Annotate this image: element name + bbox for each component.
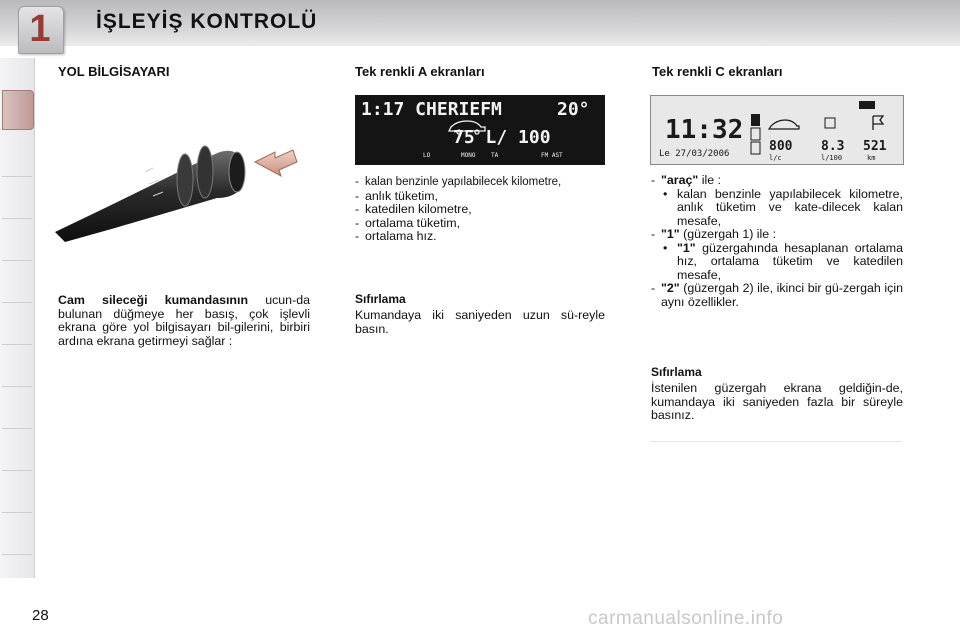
list-item: - katedilen kilometre, xyxy=(355,202,472,216)
list-item-text: anlık tüketim, xyxy=(365,188,438,203)
edge-tab xyxy=(2,264,32,303)
display-a-indicator: MONO xyxy=(461,152,476,159)
car-icon xyxy=(769,120,799,129)
display-c-date: Le 27/03/2006 xyxy=(659,149,730,159)
display-c-value: 800 xyxy=(769,139,793,154)
list-subitem: • "1" güzergahında hesaplanan ortalama hız, ortalama tüketim ve katedilen mesafe, xyxy=(663,240,903,282)
wiper-stalk-illustration xyxy=(45,132,305,242)
edge-tab xyxy=(2,474,32,513)
list-item-text: kalan benzinle yapılabilecek kilometre, anlık tüketim ve kate-dilecek kalan mesafe, xyxy=(677,186,903,228)
list-item-text: (güzergah 2) ile, ikinci bir gü-zergah için aynı özellikler. xyxy=(661,281,903,309)
display-a-radio: 1:17 CHERIEFM xyxy=(361,99,502,120)
display-c-unit: l/100 xyxy=(821,154,843,162)
edge-tab xyxy=(2,222,32,261)
list-item-key: "2" xyxy=(661,281,680,295)
fuel-icon xyxy=(825,118,835,128)
mode-icons xyxy=(751,114,760,154)
list-item: - anlık tüketim, xyxy=(355,188,438,203)
display-a-heading: Tek renkli A ekranları xyxy=(355,64,485,79)
display-c-heading: Tek renkli C ekranları xyxy=(652,64,783,79)
list-item: - ortalama hız. xyxy=(355,229,437,243)
page-number: 28 xyxy=(32,607,49,624)
list-item: - kalan benzinle yapılabilecek kilometre, xyxy=(355,176,562,188)
watermark: carmanualsonline.info xyxy=(588,608,784,629)
reset-heading-a: Sıfırlama xyxy=(355,292,406,306)
list-item-key: "1" xyxy=(677,240,696,255)
edge-tab xyxy=(2,432,32,471)
divider xyxy=(650,441,902,442)
flag-icon xyxy=(873,116,883,130)
reset-heading-c: Sıfırlama xyxy=(651,365,702,379)
display-c-value: 521 xyxy=(863,139,887,154)
display-c-screen xyxy=(650,95,904,165)
display-a-lcd xyxy=(355,95,605,165)
trip-computer-heading: YOL BİLGİSAYARI xyxy=(58,64,170,79)
list-item: - "1" (güzergah 1) ile : xyxy=(651,227,777,241)
chapter-edge-tabs xyxy=(0,58,35,578)
reset-text-c: İstenilen güzergah ekrana geldiğin-de, kumandaya iki saniyeden fazla bir süreyle basınız. xyxy=(651,381,903,422)
list-item-text: kalan benzinle yapılabilecek kilometre, xyxy=(365,176,562,188)
edge-tab xyxy=(2,348,32,387)
display-c-clock: 11:32 xyxy=(665,115,744,145)
list-item-key: "1" xyxy=(661,227,680,241)
list-item-text: ortalama tüketim, xyxy=(365,215,461,230)
display-c-lcd xyxy=(651,96,903,164)
list-item: - ortalama tüketim, xyxy=(355,215,461,230)
reset-text-a: Kumandaya iki saniyeden uzun sü-reyle basın. xyxy=(355,308,605,336)
list-item-text: ile : xyxy=(698,173,721,187)
display-c-list xyxy=(651,174,903,309)
list-item-text: (güzergah 1) ile : xyxy=(679,227,777,241)
wiper-control-text: ucun-da bulunan düğmeye her basış, çok işlevli ekrana göre yol bilgisayarı bil-gilerini, birbiri ardına ekrana getirmeyi sağlar : xyxy=(58,293,310,348)
page-title: İŞLEYİŞ KONTROLÜ xyxy=(96,10,318,33)
page-header xyxy=(0,0,960,52)
display-a-screen xyxy=(355,95,605,165)
display-a-indicator: LO xyxy=(423,152,431,159)
display-c-unit: l/c xyxy=(769,154,782,162)
signal-icon xyxy=(859,101,875,109)
edge-tab xyxy=(2,306,32,345)
display-c-value: 8.3 xyxy=(821,139,845,154)
list-item-text: katedilen kilometre, xyxy=(365,202,472,216)
chapter-number: 1 xyxy=(29,7,51,50)
edge-tab xyxy=(2,390,32,429)
edge-tab xyxy=(2,180,32,219)
list-item: - "2" (güzergah 2) ile, ikinci bir gü-zergah için aynı özellikler. xyxy=(651,281,903,309)
list-item-text: ortalama hız. xyxy=(365,229,437,243)
display-a-indicator: FM AST xyxy=(541,152,563,159)
display-a-indicator: TA xyxy=(491,152,499,159)
wiper-control-paragraph xyxy=(58,294,310,348)
edge-tab xyxy=(2,516,32,555)
wiper-control-label: Cam sileceği kumandasının xyxy=(58,293,249,307)
edge-tab xyxy=(2,138,32,177)
edge-tab-active xyxy=(2,90,34,130)
list-item-key: "araç" xyxy=(661,173,699,187)
display-a-list xyxy=(355,176,610,244)
display-c-unit: km xyxy=(867,154,876,162)
list-item-text: güzergahında hesaplanan ortalama hız, ortalama tüketim ve katedilen mesafe, xyxy=(677,240,903,282)
list-item: - "araç" ile : xyxy=(651,173,721,187)
list-subitem: • kalan benzinle yapılabilecek kilometre, anlık tüketim ve kate-dilecek kalan mesafe, xyxy=(663,186,903,228)
display-a-consumption: 75 L/ 100 xyxy=(453,127,551,148)
display-a-temp: 20° xyxy=(557,99,590,120)
